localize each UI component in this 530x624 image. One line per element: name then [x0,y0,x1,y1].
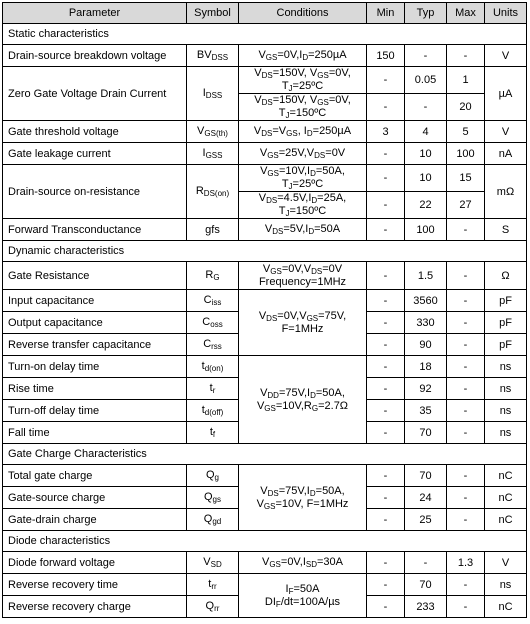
param-name: Fall time [3,422,187,444]
conditions: $V_{GS}=25V,V_{DS}=0V$ [239,143,367,165]
typ-value: 1.5 [405,262,447,290]
max-value: 15 [447,165,485,192]
conditions: $V_{GS}=0V,I_{SD}=30A$ [239,552,367,574]
typ-value: - [405,94,447,121]
col-header-parameter: Parameter [3,3,187,24]
section-title-static: Static characteristics [3,24,527,45]
section-title-dynamic: Dynamic characteristics [3,241,527,262]
max-value: - [447,262,485,290]
min-value: - [367,334,405,356]
section-row [3,444,527,465]
electrical-characteristics-table [2,2,527,618]
symbol: $t_f$ [187,422,239,444]
table-row [3,143,527,165]
min-value: - [367,219,405,241]
unit: nA [485,143,527,165]
typ-value: - [405,552,447,574]
symbol: $Q_g$ [187,465,239,487]
unit: V [485,552,527,574]
max-value: - [447,378,485,400]
param-name: Forward Transconductance [3,219,187,241]
param-name: Zero Gate Voltage Drain Current [3,67,187,121]
max-value: - [447,356,485,378]
conditions: $V_{DD}=75V,I_D=50A$, $V_{GS}=10V,R_G=2.7\Omega$ [239,356,367,444]
symbol: $R_G$ [187,262,239,290]
typ-value: 70 [405,465,447,487]
typ-value: 330 [405,312,447,334]
param-name: Gate leakage current [3,143,187,165]
param-name: Diode forward voltage [3,552,187,574]
col-header-max: Max [447,3,485,24]
min-value: - [367,94,405,121]
unit: ns [485,400,527,422]
table-row [3,552,527,574]
param-name: Turn-on delay time [3,356,187,378]
typ-value: 22 [405,192,447,219]
max-value: - [447,509,485,531]
typ-value: 18 [405,356,447,378]
min-value: - [367,574,405,596]
symbol: $C_{oss}$ [187,312,239,334]
param-name: Turn-off delay time [3,400,187,422]
max-value: 1 [447,67,485,94]
col-header-conditions: Conditions [239,3,367,24]
unit: pF [485,334,527,356]
unit: nC [485,465,527,487]
symbol: $t_r$ [187,378,239,400]
unit: S [485,219,527,241]
max-value: - [447,422,485,444]
param-name: Gate-source charge [3,487,187,509]
typ-value: 70 [405,422,447,444]
max-value: - [447,465,485,487]
max-value: 5 [447,121,485,143]
typ-value: 92 [405,378,447,400]
max-value: 100 [447,143,485,165]
unit: ns [485,378,527,400]
symbol: $Q_{rr}$ [187,596,239,618]
symbol: $C_{iss}$ [187,290,239,312]
table-row [3,165,527,192]
table-row [3,574,527,596]
symbol: $V_{SD}$ [187,552,239,574]
conditions: $V_{DS}=150V$, $V_{GS}=0V$, $T_J=150ºC$ [239,94,367,121]
min-value: 150 [367,45,405,67]
unit: mΩ [485,165,527,219]
unit: pF [485,290,527,312]
max-value: - [447,290,485,312]
section-title-diode: Diode characteristics [3,531,527,552]
min-value: - [367,290,405,312]
symbol: $C_{rss}$ [187,334,239,356]
min-value: - [367,262,405,290]
unit: nC [485,509,527,531]
min-value: - [367,143,405,165]
typ-value: 70 [405,574,447,596]
min-value: - [367,596,405,618]
symbol: $t_{d(off)}$ [187,400,239,422]
typ-value: 0.05 [405,67,447,94]
typ-value: 25 [405,509,447,531]
min-value: - [367,465,405,487]
typ-value: 35 [405,400,447,422]
param-name: Reverse transfer capacitance [3,334,187,356]
min-value: - [367,400,405,422]
min-value: - [367,165,405,192]
col-header-typ: Typ [405,3,447,24]
typ-value: 233 [405,596,447,618]
typ-value: 100 [405,219,447,241]
col-header-min: Min [367,3,405,24]
conditions: $V_{DS}=75V,I_D=50A$, $V_{GS}=10V$, F=1MHz [239,465,367,531]
typ-value: 3560 [405,290,447,312]
typ-value: - [405,45,447,67]
conditions: $V_{GS}=0V,I_D=250\mu A$ [239,45,367,67]
section-row [3,531,527,552]
max-value: - [447,219,485,241]
symbol: $I_{DSS}$ [187,67,239,121]
symbol: $Q_{gs}$ [187,487,239,509]
max-value: 27 [447,192,485,219]
table-row [3,262,527,290]
header-row [3,3,527,24]
section-title-gate-charge: Gate Charge Characteristics [3,444,527,465]
unit: µA [485,67,527,121]
param-name: Gate threshold voltage [3,121,187,143]
unit: ns [485,574,527,596]
table-row [3,67,527,94]
min-value: 3 [367,121,405,143]
param-name: Output capacitance [3,312,187,334]
section-row [3,241,527,262]
table-row [3,356,527,378]
conditions: $V_{DS}=0V,V_{GS}=75V$, F=1MHz [239,290,367,356]
table-row [3,290,527,312]
max-value: - [447,596,485,618]
max-value: - [447,334,485,356]
typ-value: 10 [405,165,447,192]
unit: nC [485,487,527,509]
unit: V [485,121,527,143]
conditions: $I_F=50A$ $DI_F/dt=100A/\mu s$ [239,574,367,618]
conditions: $V_{DS}=5V,I_D=50A$ [239,219,367,241]
table-row [3,465,527,487]
col-header-units: Units [485,3,527,24]
param-name: Reverse recovery charge [3,596,187,618]
param-name: Input capacitance [3,290,187,312]
conditions: $V_{DS}=V_{GS}$, $I_D=250\mu A$ [239,121,367,143]
min-value: - [367,312,405,334]
section-row [3,24,527,45]
min-value: - [367,378,405,400]
typ-value: 4 [405,121,447,143]
symbol: $V_{GS(th)}$ [187,121,239,143]
conditions: $V_{DS}=150V$, $V_{GS}=0V$, $T_J=25ºC$ [239,67,367,94]
symbol: $BV_{DSS}$ [187,45,239,67]
max-value: - [447,487,485,509]
table-row [3,45,527,67]
max-value: - [447,312,485,334]
min-value: - [367,422,405,444]
max-value: - [447,400,485,422]
max-value: 20 [447,94,485,121]
typ-value: 90 [405,334,447,356]
max-value: - [447,45,485,67]
symbol: gfs [187,219,239,241]
typ-value: 10 [405,143,447,165]
symbol: $t_{rr}$ [187,574,239,596]
param-name: Drain-source on-resistance [3,165,187,219]
conditions: $V_{DS}=4.5V,I_D=25A$, $T_J=150ºC$ [239,192,367,219]
param-name: Rise time [3,378,187,400]
unit: ns [485,356,527,378]
typ-value: 24 [405,487,447,509]
unit: ns [485,422,527,444]
symbol: $Q_{gd}$ [187,509,239,531]
table-row [3,121,527,143]
param-name: Total gate charge [3,465,187,487]
max-value: 1.3 [447,552,485,574]
symbol: $I_{GSS}$ [187,143,239,165]
symbol: $t_{d(on)}$ [187,356,239,378]
param-name: Drain-source breakdown voltage [3,45,187,67]
conditions: $V_{GS}=10V,I_D=50A$, $T_J=25ºC$ [239,165,367,192]
param-name: Gate-drain charge [3,509,187,531]
unit: nC [485,596,527,618]
param-name: Gate Resistance [3,262,187,290]
min-value: - [367,192,405,219]
col-header-symbol: Symbol [187,3,239,24]
min-value: - [367,356,405,378]
table-row [3,219,527,241]
min-value: - [367,509,405,531]
conditions: $V_{GS}=0V,V_{DS}=0V$ Frequency=1MHz [239,262,367,290]
param-name: Reverse recovery time [3,574,187,596]
min-value: - [367,487,405,509]
unit: Ω [485,262,527,290]
unit: V [485,45,527,67]
symbol: $R_{DS(on)}$ [187,165,239,219]
min-value: - [367,67,405,94]
max-value: - [447,574,485,596]
unit: pF [485,312,527,334]
min-value: - [367,552,405,574]
